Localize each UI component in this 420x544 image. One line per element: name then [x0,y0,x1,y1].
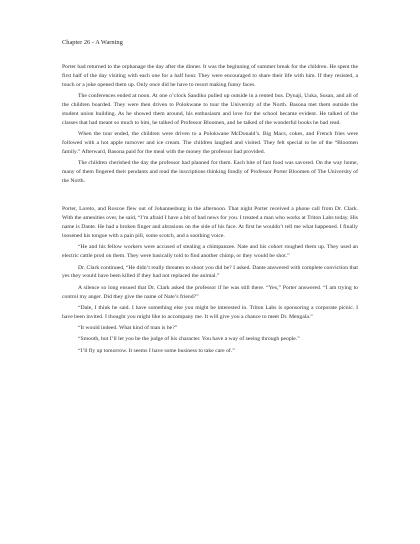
paragraph: “Smooth, but I’ll let you be the judge of his character. You have a way of seeing through people.” [78,336,300,343]
paragraph: “Dale, I think he said. I have something else you might be interested in. Triton Labs is sponsoring a corporate picnic. I have been invited. I thought you might like to accompany me. It will give you a chance to meet Dr. Mengala.” [62,304,358,320]
section-phone-call [62,205,358,355]
chapter-title: Chapter 26 - A Warning [62,39,123,46]
paragraph: A silence so long ensued that Dr. Clark asked the professor if he was still there. “Yes,” Porter answered. “I am trying to control my anger. Did they give the name of Nate’s friend?” [62,284,358,300]
paragraph: Porter, Loreto, and Roscoe flew out of Johannesburg in the afternoon. That night Porter received a phone call from Dr. Clark. With the amenities over, he said, “I’m afraid I have a bit of bad news for you. I treated a man who works at Triton Labs today. His name is Dante. He had a broken finger and abrasions on the side of his face. At first he wouldn’t tell me what happened. I finally loosened his tongue with a pain pill, some scotch, and a soothing voice. [62,206,358,240]
paragraph: “I’ll fly up tomorrow. It seems I have some business to take care of.” [78,347,235,354]
paragraph: The children cherished the day the professor had planned for them. Each bite of fast food was savored. On the way home, many of them fingered their pendants and read the inscriptions thinking fondly of Professor Porter Bloomen of The University of the North. [62,160,358,185]
paragraph: “It would indeed. What kind of man is he?” [78,325,178,332]
paragraph: Dr. Clark continued, “He didn’t really threaten to shoot you did he? I asked. Dante answered with complete conviction that yes they would have been killed if they had not replaced the animal.” [62,264,358,280]
paragraph: When the tour ended, the children were driven to a Polokwane McDonald’s. Big Macs, cokes, and French fries were followed with a hot apple turnover and ice cream. The children laughed and visited. They felt special to be of the “Bloomen family.” Afterward, Basona paid for the meal with the money the professor had provided. [62,131,358,155]
paragraph: Porter had returned to the orphanage the day after the dinner. It was the beginning of summer break for the children. He spent the first half of the day visiting with each one for a half hour. They were encouraged to share their life with him. If they resisted, a touch or a joke opened them up. Only once did he have to resort making funny faces. [62,64,358,88]
section-orphanage-visit [62,63,358,186]
section-break [62,188,358,205]
paragraph: The conferences ended at noon. At one o’clock Sandiko pulled up outside in a rented bus. Dynaji, Uuka, Susan, and all of the children boarded. They were then driven to Polokwane to tour the University of the North. Basona met them outside the student union building. As he showed them around, his enthusiasm and love for the school became evident. He talked of the classes that had meant so much to him, he talked of Professor Bloomen, and he talked of the wonderful books he had read. [62,93,358,126]
paragraph: “He and his fellow workers were accused of stealing a chimpanzee. Nate and his cohort roughed them up. They used an electric cattle prod on them. They were basically told to find another chimp, or they would be shot.” [62,244,358,260]
